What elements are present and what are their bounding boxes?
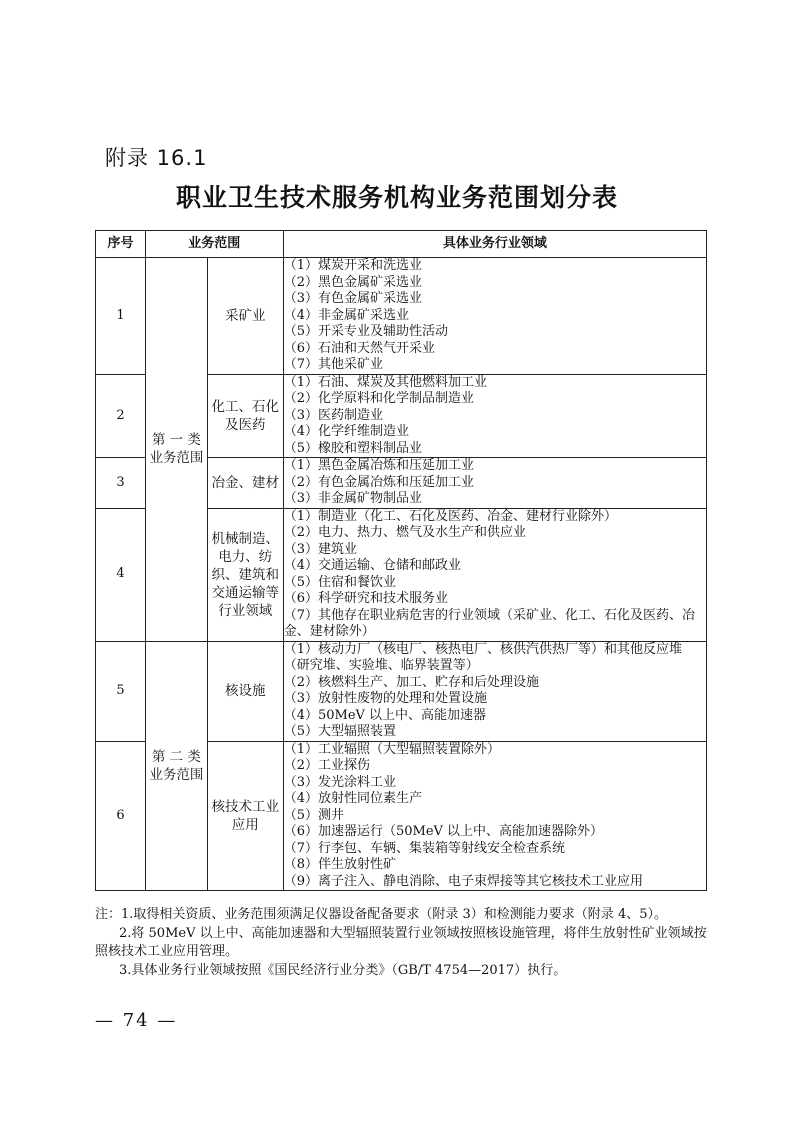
list-item: （3）医药制造业: [283, 407, 383, 423]
row-items: [283, 741, 706, 891]
list-item: （1）工业辐照（大型辐照装置除外）: [283, 741, 500, 757]
row-subscope: 核技术工业应用: [207, 741, 283, 891]
row-items: [283, 641, 706, 741]
list-item: （5）测井: [283, 807, 344, 823]
list-item: （2）化学原料和化学制品制造业: [283, 391, 474, 406]
list-item: （9）离子注入、静电消除、电子束焊接等其它核技术工业应用: [283, 873, 643, 889]
list-item: （6）加速器运行（50MeV 以上中、高能加速器除外）: [283, 824, 604, 839]
list-item: （1）制造业（化工、石化及医药、冶金、建材行业除外）: [283, 508, 617, 524]
header-scope: 业务范围: [145, 231, 283, 258]
row-items: [283, 508, 706, 641]
row-seq: 5: [96, 641, 146, 741]
business-scope-table: [95, 230, 707, 891]
table-row: [96, 258, 707, 375]
table-notes: [95, 906, 709, 980]
list-item: （4）50MeV 以上中、高能加速器: [283, 707, 487, 723]
list-item: （5）住宿和餐饮业: [283, 574, 396, 590]
list-item: （6）科学研究和技术服务业: [283, 591, 448, 606]
row-subscope: 冶金、建材: [207, 458, 283, 509]
list-item: （3）发光涂料工业: [283, 774, 396, 790]
header-fields: 具体业务行业领域: [283, 231, 706, 258]
list-item: （2）工业探伤: [283, 758, 370, 773]
row-seq: 1: [96, 258, 146, 375]
list-item: （1）核动力厂（核电厂、核热电厂、核供汽供热厂等）和其他反应堆（研究堆、实验堆、临界装置等）: [283, 641, 682, 673]
list-item: （2）有色金属冶炼和压延加工业: [283, 474, 474, 490]
page-number: — 74 —: [95, 1010, 178, 1031]
list-item: （8）伴生放射性矿: [283, 857, 396, 872]
list-item: （2）核燃料生产、加工、贮存和后处理设施: [283, 674, 539, 690]
list-item: （6）石油和天然气开采业: [283, 340, 435, 356]
row-items: [283, 258, 706, 375]
appendix-label: 附录 16.1: [105, 146, 208, 170]
row-seq: 2: [96, 374, 146, 458]
list-item: （4）非金属矿采选业: [283, 307, 409, 323]
list-item: （1）煤炭开采和洗选业: [283, 258, 422, 273]
table-header-row: [96, 231, 707, 258]
list-item: （2）电力、热力、燃气及水生产和供应业: [283, 525, 526, 540]
list-item: （3）放射性废物的处理和处置设施: [283, 691, 487, 706]
category-1: 第 一 类 业务范围: [145, 258, 207, 642]
list-item: （4）交通运输、仓储和邮政业: [283, 558, 461, 573]
note-1: 注：1.取得相关资质、业务范围须满足仪器设备配备要求（附录 3）和检测能力要求（附录 4、5）。: [95, 907, 667, 922]
page-title: 职业卫生技术服务机构业务范围划分表: [175, 183, 618, 212]
header-seq: 序号: [96, 231, 146, 258]
row-subscope: 化工、石化及医药: [207, 374, 283, 458]
list-item: （1）石油、煤炭及其他燃料加工业: [283, 374, 487, 390]
list-item: （2）黑色金属矿采选业: [283, 274, 422, 290]
row-seq: 3: [96, 458, 146, 509]
list-item: （4）化学纤维制造业: [283, 424, 409, 439]
note-2: 2.将 50MeV 以上中、高能加速器和大型辐照装置行业领域按照核设施管理，将伴生放射性矿业领域按照核技术工业应用管理。: [95, 925, 707, 959]
list-item: （3）非金属矿物制品业: [283, 491, 422, 506]
list-item: （3）建筑业: [283, 541, 357, 557]
row-subscope: 核设施: [207, 641, 283, 741]
list-item: （4）放射性同位素生产: [283, 791, 422, 806]
note-3: 3.具体业务行业领域按照《国民经济行业分类》（GB/T 4754—2017）执行。: [119, 962, 567, 978]
row-items: [283, 458, 706, 509]
row-seq: 6: [96, 741, 146, 891]
list-item: （3）有色金属矿采选业: [283, 291, 422, 306]
list-item: （5）橡胶和塑料制品业: [283, 440, 422, 456]
list-item: （7）其他采矿业: [283, 357, 383, 372]
list-item: （7）行李包、车辆、集装箱等射线安全检查系统: [283, 840, 565, 856]
row-subscope: 机械制造、电力、纺织、建筑和交通运输等行业领域: [207, 508, 283, 641]
list-item: （5）开采专业及辅助性活动: [283, 324, 448, 339]
list-item: （7）其他存在职业病危害的行业领域（采矿业、化工、石化及医药、冶金、建材除外）: [283, 607, 695, 639]
row-items: [283, 374, 706, 458]
list-item: （5）大型辐照装置: [283, 724, 396, 739]
category-2: 第 二 类 业务范围: [145, 641, 207, 891]
row-subscope: 采矿业: [207, 258, 283, 375]
table-row: [96, 641, 707, 741]
row-seq: 4: [96, 508, 146, 641]
list-item: （1）黑色金属冶炼和压延加工业: [283, 458, 474, 473]
